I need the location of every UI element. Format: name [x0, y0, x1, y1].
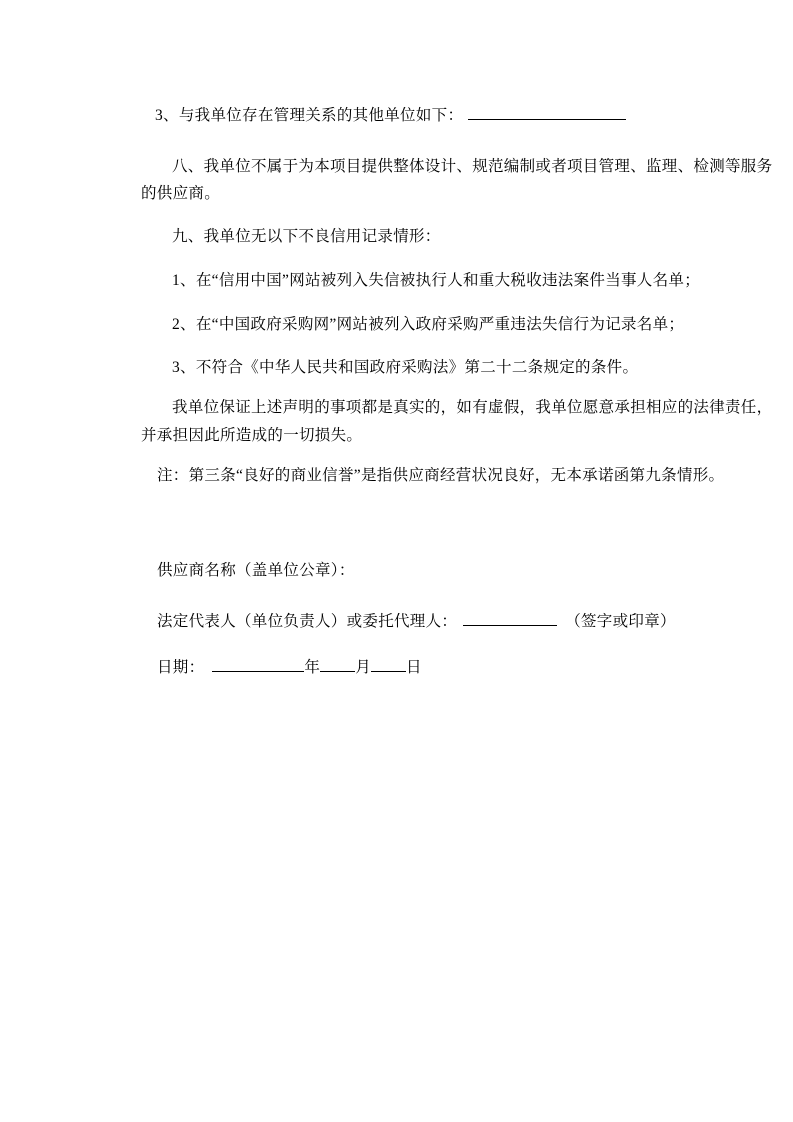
item3-label: 3、与我单位存在管理关系的其他单位如下：	[155, 107, 464, 124]
date-label: 日期：	[157, 659, 205, 676]
paragraph-clause8-line2	[141, 183, 220, 204]
paragraph-supplier-name	[157, 560, 355, 581]
fill-blank-year	[212, 656, 304, 672]
paragraph-note	[157, 465, 724, 486]
year-label: 年	[304, 659, 321, 676]
paragraph-date	[157, 656, 422, 678]
guarantee-text-line2: 并承担因此所造成的一切损失。	[141, 427, 363, 444]
day-label: 日	[406, 659, 422, 676]
paragraph-credit-item1	[172, 270, 700, 291]
clause8-text-line1: 八、我单位不属于为本项目提供整体设计、规范编制或者项目管理、监理、检测等服务	[172, 158, 773, 175]
paragraph-clause8-line1	[172, 156, 772, 177]
paragraph-credit-item3	[172, 357, 638, 378]
fill-blank-day	[371, 656, 406, 672]
credit-item1-text: 1、在“信用中国”网站被列入失信被执行人和重大税收违法案件当事人名单；	[172, 272, 701, 289]
supplier-name-label: 供应商名称（盖单位公章）：	[157, 562, 355, 579]
representative-label: 法定代表人（单位负责人）或委托代理人：	[157, 613, 458, 630]
clause8-text-line2: 的供应商。	[141, 185, 221, 202]
fill-blank-managed-units	[468, 104, 626, 120]
sign-or-seal-label: （签字或印章）	[565, 613, 676, 630]
paragraph-guarantee-line2	[141, 425, 362, 446]
note-text: 注：第三条“良好的商业信誉”是指供应商经营状况良好，无本承诺函第九条情形。	[157, 467, 725, 484]
fill-blank-month	[320, 656, 355, 672]
guarantee-text-line1: 我单位保证上述声明的事项都是真实的，如有虚假，我单位愿意承担相应的法律责任，	[172, 399, 773, 416]
paragraph-item3-managed-units	[155, 104, 626, 126]
paragraph-credit-item2	[172, 314, 684, 335]
paragraph-representative	[157, 610, 676, 632]
paragraph-guarantee-line1	[172, 397, 772, 418]
clause9-text: 九、我单位无以下不良信用记录情形：	[172, 228, 441, 245]
credit-item3-text: 3、不符合《中华人民共和国政府采购法》第二十二条规定的条件。	[172, 359, 639, 376]
month-label: 月	[355, 659, 372, 676]
fill-blank-representative-signature	[463, 610, 557, 626]
credit-item2-text: 2、在“中国政府采购网”网站被列入政府采购严重违法失信行为记录名单；	[172, 316, 685, 333]
paragraph-clause9	[172, 226, 441, 247]
